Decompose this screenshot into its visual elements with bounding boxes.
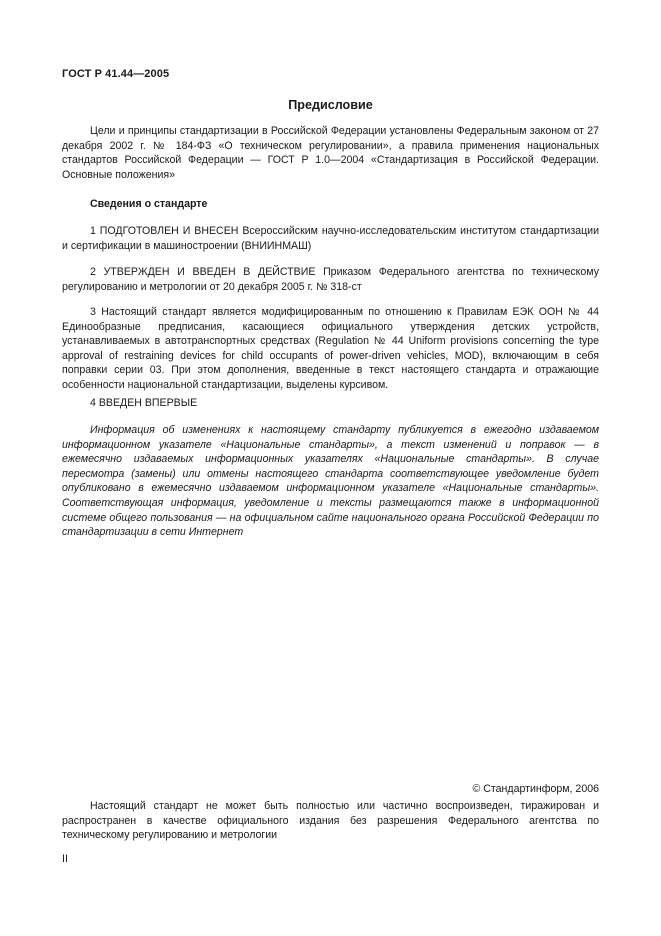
page-title: Предисловие xyxy=(288,98,373,112)
info-notice-paragraph: Информация об изменениях к настоящему стандарту публикуется в ежегодно издаваемом информационном указателе «Национальные стандарты», а текст изменений и поправок — в ежемесячно издаваемых информационных указателях «Национальные стандарты». В случае пересмотра (замены) или отмены настоящего стандарта соответствующее уведомление будет опубликовано в ежемесячно издаваемом информационном указателе «Национальные стандарты». Соответствующая информация, уведомление и тексты размещаются также в информационной системе общего пользования — на официальном сайте национального органа Российской Федерации по стандартизации в сети Интернет xyxy=(62,424,599,539)
intro-paragraph: Цели и принципы стандартизации в Российской Федерации установлены Федеральным законом от 27 декабря 2002 г. № 184-ФЗ «О техническом регулировании», а правила применения национальных стандартов Российской Федерации — ГОСТ Р 1.0—2004 «Стандартизация в Российской Федерации. Основные положения» xyxy=(62,125,599,181)
section-heading: Сведения о стандарте xyxy=(90,198,208,210)
reproduction-notice: Настоящий стандарт не может быть полностью или частично воспроизведен, тиражирован и распространен в качестве официального издания без разрешения Федерального агентства по техническому регулированию и метрологии xyxy=(62,800,599,842)
item-2-paragraph: 2 УТВЕРЖДЕН И ВВЕДЕН В ДЕЙСТВИЕ Приказом Федерального агентства по техническому регулированию и метрологии от 20 декабря 2005 г. № 318-ст xyxy=(62,266,599,293)
item-3-paragraph: 3 Настоящий стандарт является модифицированным по отношению к Правилам ЕЭК ООН № 44 Единообразные предписания, касающиеся официального утверждения детских устройств, устанавливаемых в автотранспортных средствах (Regulation № 44 Uniform provisions concerning the type approval of restraining devices for child occupants of power-driven vehicles, MOD), включающим в себя поправки серии 03. При этом дополнения, введенные в текст настоящего стандарта и отражающие особенности национальной стандартизации, выделены курсивом. xyxy=(62,306,599,391)
item-4-paragraph: 4 ВВЕДЕН ВПЕРВЫЕ xyxy=(90,397,198,409)
copyright-line: © Стандартинформ, 2006 xyxy=(472,783,599,795)
standard-designation: ГОСТ Р 41.44—2005 xyxy=(62,68,170,80)
item-1-paragraph: 1 ПОДГОТОВЛЕН И ВНЕСЕН Всероссийским научно-исследовательским институтом стандартизации и сертификации в машиностроении (ВНИИНМАШ) xyxy=(62,225,599,252)
page-number: II xyxy=(62,853,68,865)
